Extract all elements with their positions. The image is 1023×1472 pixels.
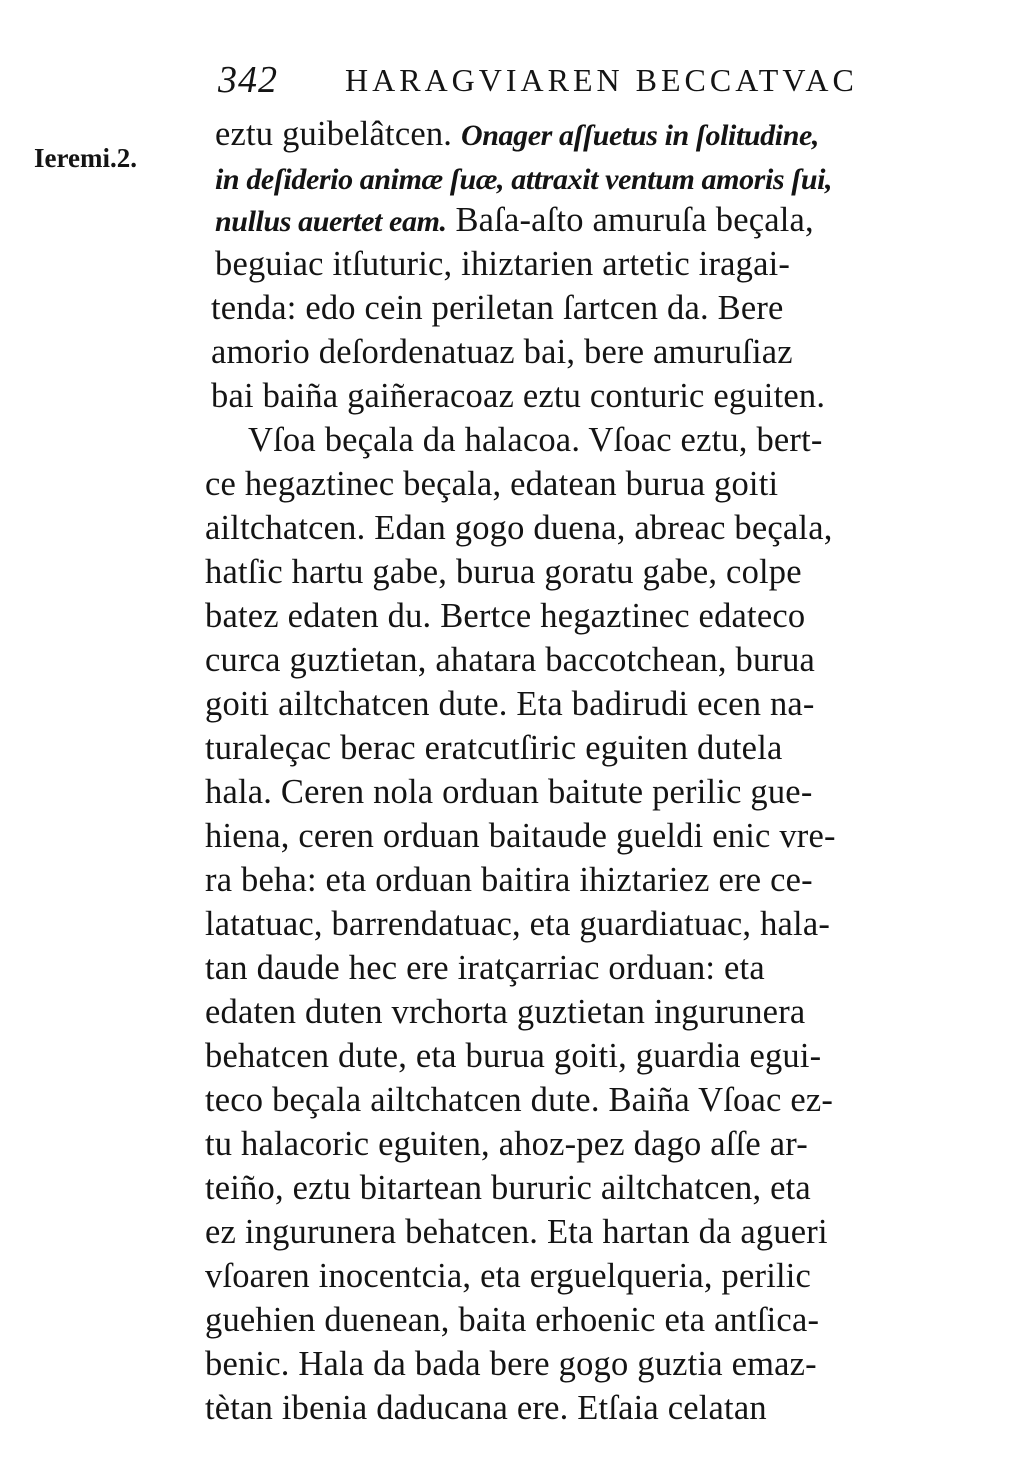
text-line: turaleçac berac eratcutſiric eguiten dutela bbox=[205, 729, 783, 767]
text-line: teiño, eztu bitartean bururic ailtchatcen, eta bbox=[205, 1169, 811, 1207]
text-line: vſoaren inocentcia, eta erguelqueria, perilic bbox=[205, 1257, 812, 1295]
text-line: hala. Ceren nola orduan baitute perilic gue- bbox=[205, 773, 813, 811]
latin-quotation-line bbox=[215, 156, 832, 200]
text-line: Vſoa beçala da halacoa. Vſoac eztu, bert- bbox=[248, 421, 823, 459]
text-line: ra beha: eta orduan baitira ihiztariez ere ce- bbox=[205, 861, 813, 899]
text-line: hatſic hartu gabe, burua goratu gabe, colpe bbox=[205, 553, 802, 591]
text-line: behatcen dute, eta burua goiti, guardia egui- bbox=[205, 1037, 822, 1075]
text-line: ce hegaztinec beçala, edatean burua goiti bbox=[205, 465, 779, 503]
latin-quotation: Onager aſſuetus in ſolitudine, bbox=[460, 119, 820, 152]
text-line: tan daude hec ere iratçarriac orduan: eta bbox=[205, 949, 765, 987]
text-line: bai baiña gaiñeracoaz eztu conturic eguiten. bbox=[211, 377, 826, 415]
text-line: guehien duenean, baita erhoenic eta antſica- bbox=[205, 1301, 820, 1339]
text-line: amorio deſordenatuaz bai, bere amuruſiaz bbox=[211, 333, 793, 371]
latin-quotation: nullus auertet eam. bbox=[215, 205, 447, 238]
text-segment: eztu guibelâtcen. bbox=[215, 115, 453, 153]
text-line: teco beçala ailtchatcen dute. Baiña Vſoac ez- bbox=[205, 1081, 834, 1119]
text-line: edaten duten vrchorta guztietan ingurunera bbox=[205, 993, 806, 1031]
running-head: HARAGVIAREN BECCATVAC bbox=[345, 62, 858, 98]
text-line: latatuac, barrendatuac, eta guardiatuac, hala- bbox=[205, 905, 831, 943]
margin-reference: Ieremi.2. bbox=[34, 143, 137, 173]
text-line: benic. Hala da bada bere gogo guztia emaz- bbox=[205, 1345, 817, 1383]
page-number: 342 bbox=[218, 59, 278, 101]
text-line: ez ingurunera behatcen. Eta hartan da agueri bbox=[205, 1213, 828, 1251]
text-line: tètan ibenia daducana ere. Etſaia celatan bbox=[205, 1389, 767, 1427]
text-line: goiti ailtchatcen dute. Eta badirudi ecen na- bbox=[205, 685, 815, 723]
text-line: tu halacoric eguiten, ahoz-pez dago aſſe ar- bbox=[205, 1125, 808, 1163]
text-line: beguiac itſuturic, ihiztarien artetic iragai- bbox=[215, 245, 791, 283]
latin-quotation: in deſiderio animæ ſuæ, attraxit ventum amoris ſui, bbox=[215, 163, 833, 196]
text-line: hiena, ceren orduan baitaude gueldi enic vre- bbox=[205, 817, 836, 855]
text-line: batez edaten du. Bertce hegaztinec edateco bbox=[205, 597, 806, 635]
text-segment: Baſa-aſto amuruſa beçala, bbox=[455, 201, 814, 239]
text-line: tenda: edo cein periletan ſartcen da. Bere bbox=[211, 289, 784, 327]
text-line bbox=[215, 112, 819, 156]
text-line: ailtchatcen. Edan gogo duena, abreac beçala, bbox=[205, 509, 833, 547]
text-line bbox=[215, 198, 814, 242]
text-line: curca guztietan, ahatara baccotchean, burua bbox=[205, 641, 816, 679]
